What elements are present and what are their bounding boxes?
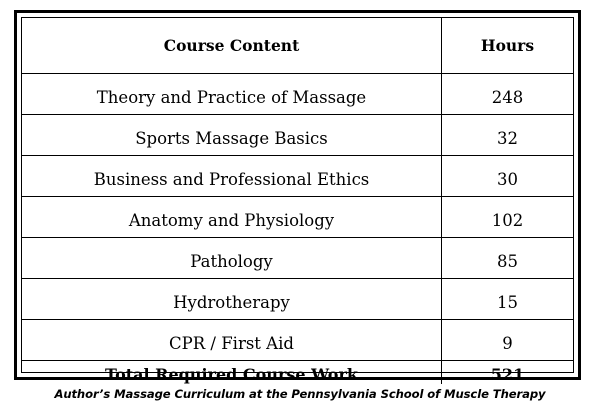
header-course-content: Course Content (22, 18, 442, 74)
course-hours: 15 (442, 279, 573, 320)
course-hours: 248 (442, 74, 573, 115)
header-hours: Hours (442, 18, 573, 74)
course-hours: 9 (442, 320, 573, 361)
course-name: Theory and Practice of Massage (22, 74, 442, 115)
course-hours: 32 (442, 115, 573, 156)
course-name: Anatomy and Physiology (22, 197, 442, 238)
course-hours: 102 (442, 197, 573, 238)
curriculum-table-frame (14, 10, 581, 384)
course-hours: 85 (442, 238, 573, 279)
table-caption: Author’s Massage Curriculum at the Pennsylvania School of Muscle Therapy (54, 387, 546, 401)
total-label: Total Required Course Work (22, 361, 442, 384)
course-name: Business and Professional Ethics (22, 156, 442, 197)
course-hours: 30 (442, 156, 573, 197)
course-name: Sports Massage Basics (22, 115, 442, 156)
curriculum-table (21, 17, 574, 384)
total-hours: 521 (490, 365, 525, 384)
course-name: Pathology (22, 238, 442, 279)
course-name: CPR / First Aid (22, 320, 442, 361)
course-name: Hydrotherapy (22, 279, 442, 320)
